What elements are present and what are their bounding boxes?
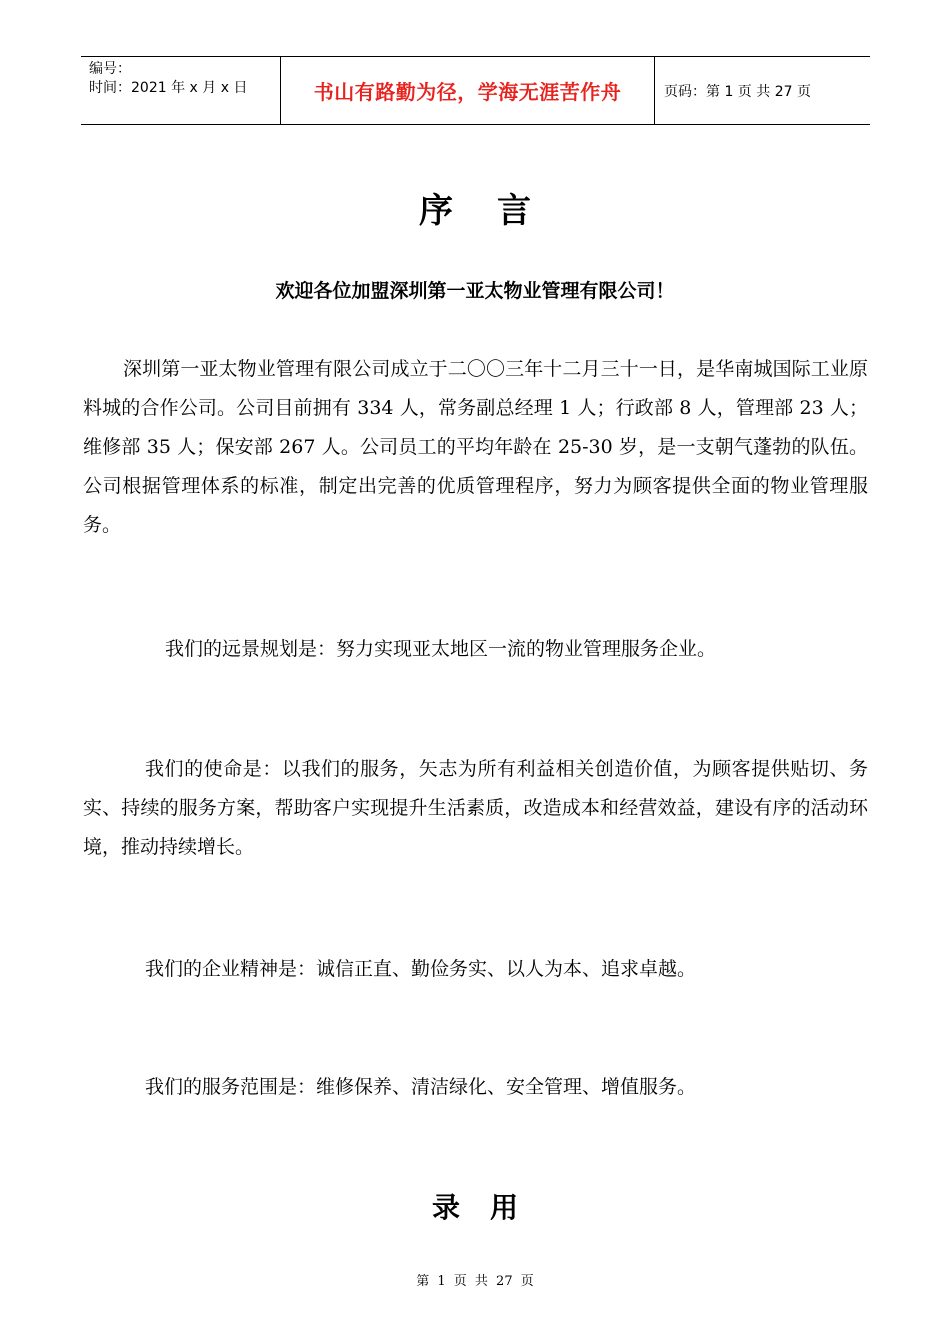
service-scope-paragraph: 我们的服务范围是：维修保养、清洁绿化、安全管理、增值服务。: [145, 1076, 697, 1098]
mission-paragraph: 我们的使命是：以我们的服务，矢志为所有利益相关创造价值，为顾客提供贴切、务实、持续的服务方案，帮助客户实现提升生活素质，改造成本和经营效益，建设有序的活动环境，推动持续增长。: [83, 758, 868, 858]
preface-title: 序言: [419, 191, 575, 231]
header-motto: 书山有路勤为径，学海无涯苦作舟: [281, 57, 655, 124]
serial-number-label: 编号：: [89, 61, 131, 77]
page-header: [81, 56, 870, 125]
page-footer: 第 1 页 共 27 页: [416, 1274, 534, 1289]
header-page-info: 页码：第 1 页 共 27 页: [664, 83, 811, 100]
employment-section-title: 录用: [431, 1191, 548, 1224]
welcome-heading: 欢迎各位加盟深圳第一亚太物业管理有限公司！: [275, 280, 675, 302]
vision-paragraph: 我们的远景规划是：努力实现亚太地区一流的物业管理服务企业。: [165, 638, 717, 660]
date-label: 时间：2021 年 x 月 x 日: [89, 80, 248, 96]
header-meta: [81, 57, 281, 124]
spirit-paragraph: 我们的企业精神是：诚信正直、勤俭务实、以人为本、追求卓越。: [145, 958, 697, 980]
company-intro-paragraph: 深圳第一亚太物业管理有限公司成立于二〇〇三年十二月三十一日，是华南城国际工业原料城的合作公司。公司目前拥有 334 人，常务副总经理 1 人；行政部 8 人，管理部 23 人；维修部 35 人；保安部 267 人。公司员工的平均年龄在 25-30 岁，是一支朝气蓬勃的队伍。公司根据管理体系的标准，制定出完善的优质管理程序，努力为顾客提供全面的物业管理服务。: [83, 358, 868, 536]
